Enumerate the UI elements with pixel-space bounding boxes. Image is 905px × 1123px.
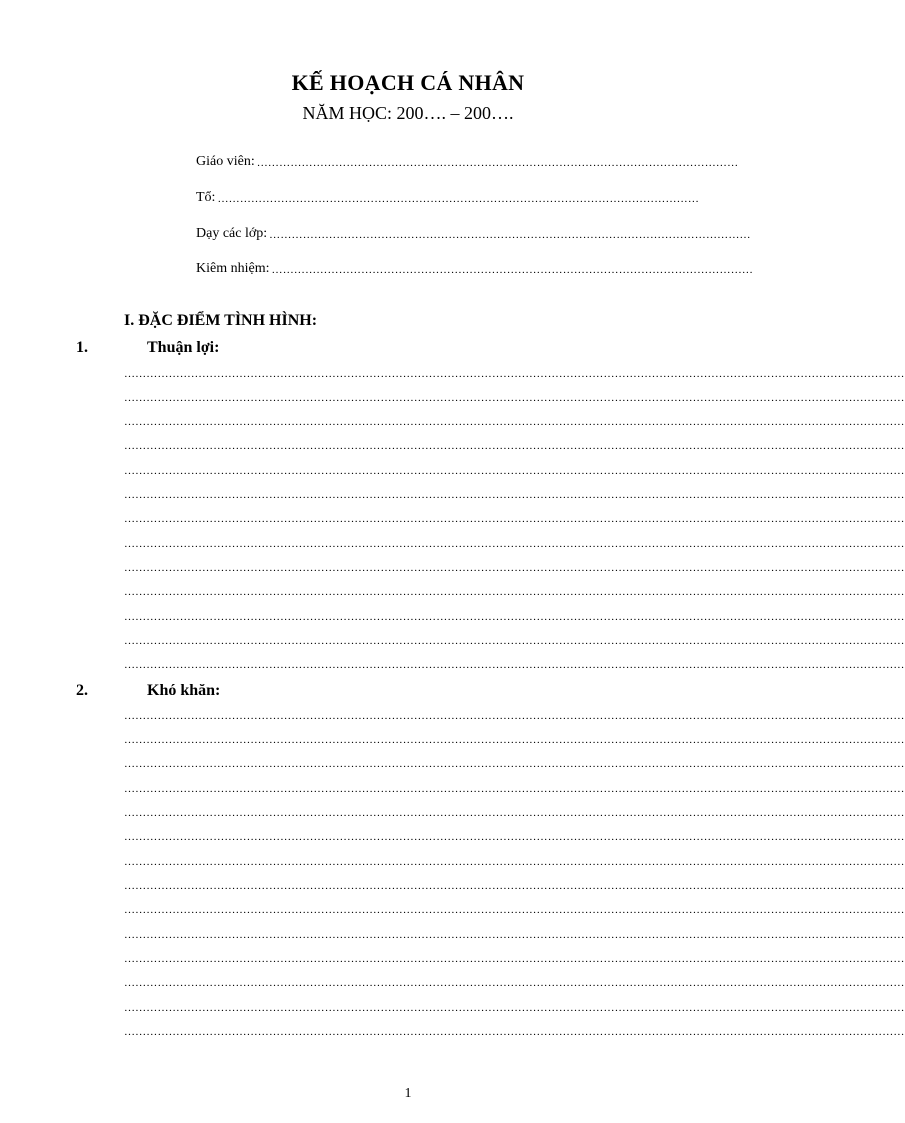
info-label-classes: Dạy các lớp: [196, 226, 268, 241]
subsection-2-title: Khó khăn: [147, 682, 221, 699]
blank-line: ………………………………………………………………………………………………………………………………………………………………………………………… [124, 513, 905, 525]
blank-line: ………………………………………………………………………………………………………………………………………………………………………………………… [124, 1002, 905, 1014]
blank-line: ………………………………………………………………………………………………………………………………………………………………………………………… [124, 783, 905, 795]
info-fill-classes: ………………………………………………………………………………………………………………… [269, 229, 751, 241]
info-label-additional-duty: Kiêm nhiệm: [196, 261, 270, 276]
blank-line: ………………………………………………………………………………………………………………………………………………………………………………………… [124, 538, 905, 550]
info-fill-additional-duty: ………………………………………………………………………………………………………………… [271, 264, 754, 276]
blank-line: ………………………………………………………………………………………………………………………………………………………………………………………… [124, 416, 905, 428]
document-subtitle: NĂM HỌC: 200…. – 200…. [302, 103, 514, 123]
info-row-classes [196, 222, 751, 242]
blank-line: ………………………………………………………………………………………………………………………………………………………………………………………… [124, 368, 905, 380]
info-row-group [196, 186, 700, 206]
subsection-1-title: Thuận lợi: [147, 339, 220, 356]
blank-line: ………………………………………………………………………………………………………………………………………………………………………………………… [124, 562, 905, 574]
blank-line: ………………………………………………………………………………………………………………………………………………………………………………………… [124, 611, 905, 623]
blank-line: ………………………………………………………………………………………………………………………………………………………………………………………… [124, 710, 905, 722]
page-number: 1 [404, 1086, 412, 1101]
info-row-additional-duty [196, 257, 754, 277]
blank-line: ………………………………………………………………………………………………………………………………………………………………………………………… [124, 807, 905, 819]
blank-line: ………………………………………………………………………………………………………………………………………………………………………………………… [124, 635, 905, 647]
info-row-teacher [196, 150, 739, 170]
blank-line: ………………………………………………………………………………………………………………………………………………………………………………………… [124, 440, 905, 452]
blank-line: ………………………………………………………………………………………………………………………………………………………………………………………… [124, 734, 905, 746]
blank-line: ………………………………………………………………………………………………………………………………………………………………………………………… [124, 977, 905, 989]
blank-line: ………………………………………………………………………………………………………………………………………………………………………………………… [124, 904, 905, 916]
blank-line: ………………………………………………………………………………………………………………………………………………………………………………………… [124, 880, 905, 892]
subsection-2-number: 2. [76, 682, 88, 699]
blank-line: ………………………………………………………………………………………………………………………………………………………………………………………… [124, 1026, 905, 1038]
blank-line: ………………………………………………………………………………………………………………………………………………………………………………………… [124, 392, 905, 404]
blank-line: ………………………………………………………………………………………………………………………………………………………………………………………… [124, 758, 905, 770]
subsection-1-number: 1. [76, 339, 88, 356]
info-fill-teacher: ………………………………………………………………………………………………………………… [256, 157, 739, 169]
info-fill-group: ………………………………………………………………………………………………………………… [217, 193, 700, 205]
blank-line: ………………………………………………………………………………………………………………………………………………………………………………………… [124, 489, 905, 501]
document-title: KẾ HOẠCH CÁ NHÂN [291, 70, 525, 95]
info-label-group: Tổ: [196, 190, 216, 205]
blank-line: ………………………………………………………………………………………………………………………………………………………………………………………… [124, 929, 905, 941]
blank-line: ………………………………………………………………………………………………………………………………………………………………………………………… [124, 953, 905, 965]
blank-line: ………………………………………………………………………………………………………………………………………………………………………………………… [124, 659, 905, 671]
blank-line: ………………………………………………………………………………………………………………………………………………………………………………………… [124, 831, 905, 843]
section-heading: I. ĐẶC ĐIỂM TÌNH HÌNH: [124, 312, 318, 329]
info-label-teacher: Giáo viên: [196, 154, 255, 169]
blank-line: ………………………………………………………………………………………………………………………………………………………………………………………… [124, 586, 905, 598]
blank-line: ………………………………………………………………………………………………………………………………………………………………………………………… [124, 465, 905, 477]
blank-line: ………………………………………………………………………………………………………………………………………………………………………………………… [124, 856, 905, 868]
